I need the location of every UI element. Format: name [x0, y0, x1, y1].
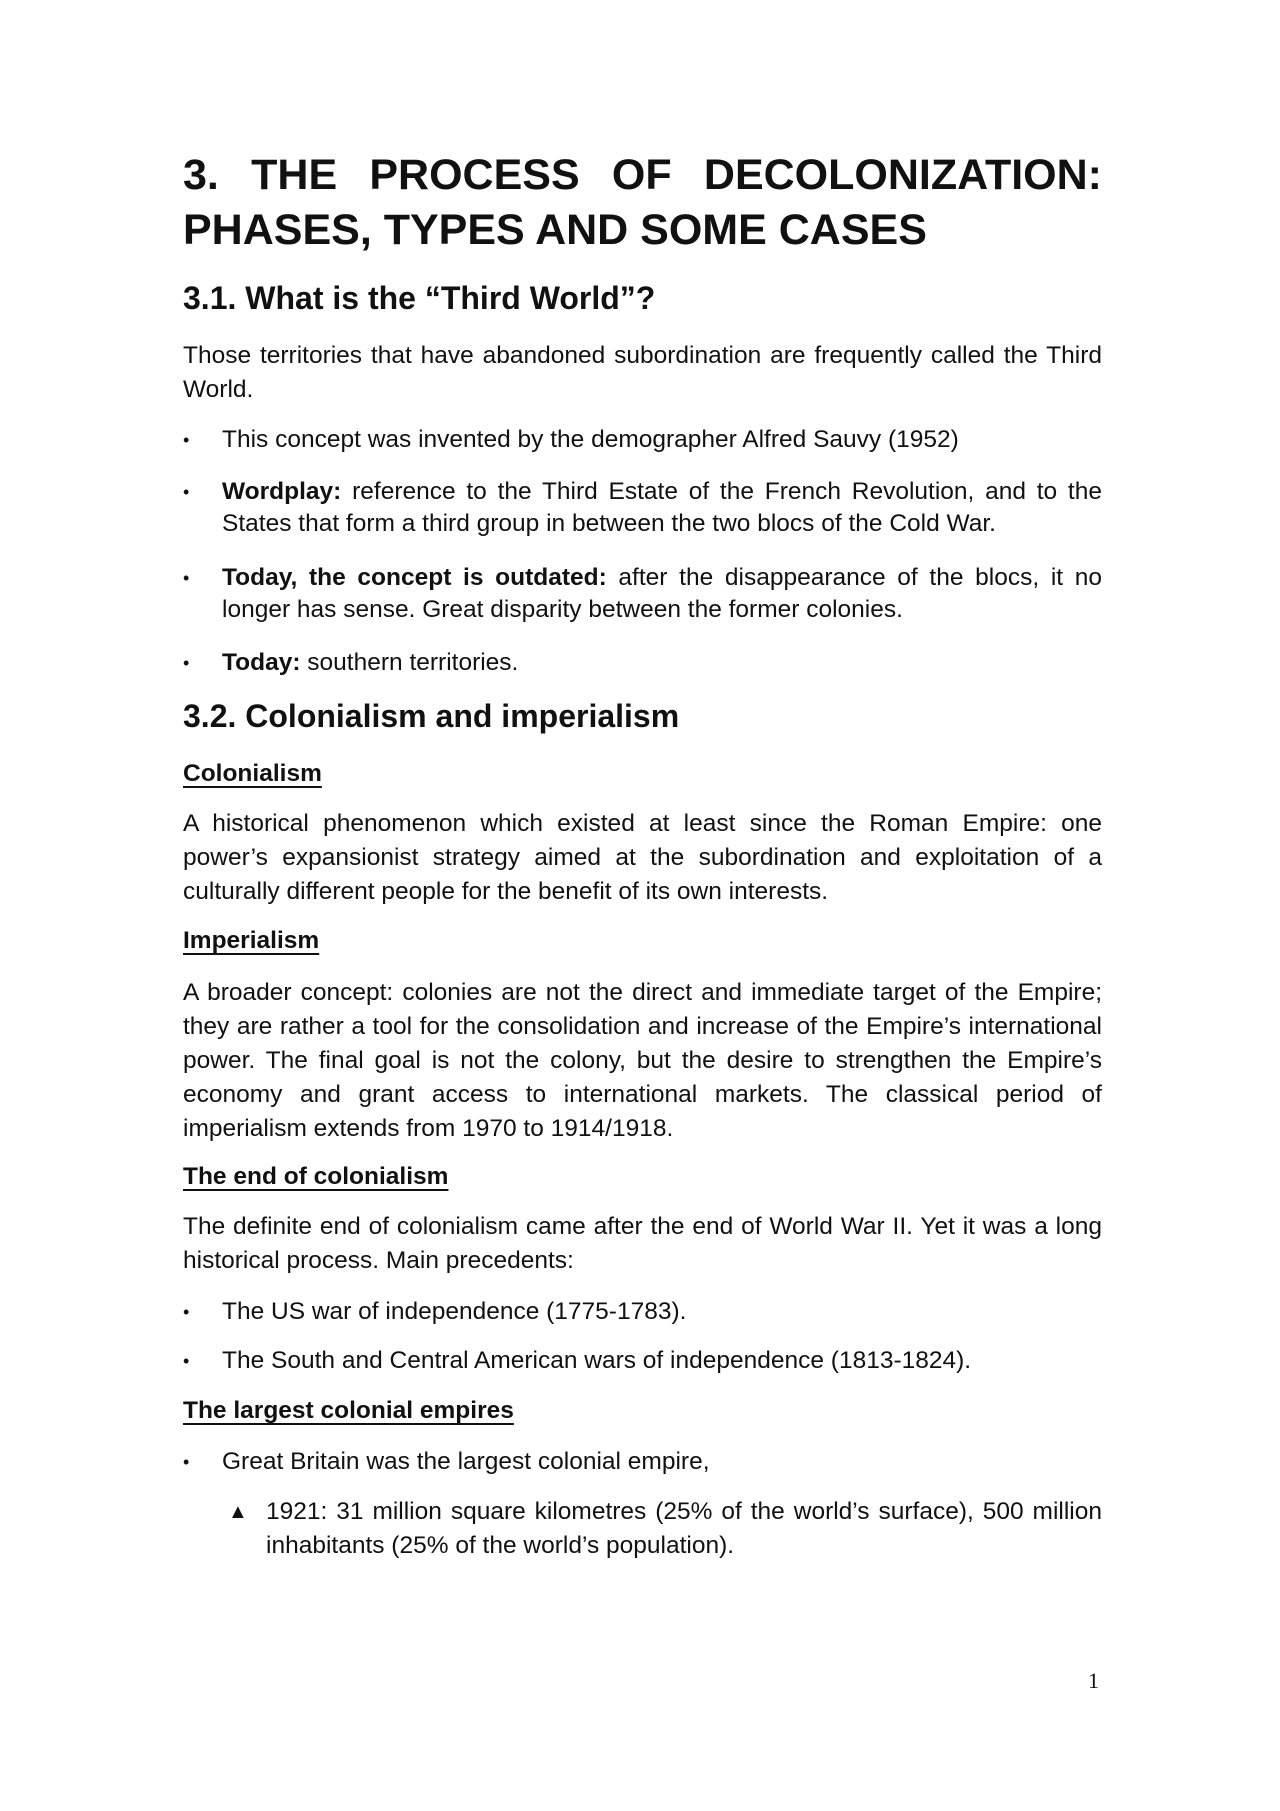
imperialism-heading: Imperialism — [183, 927, 320, 954]
page-number: 1 — [1088, 1668, 1099, 1693]
section-3-2-heading: 3.2. Colonialism and imperialism — [183, 698, 680, 734]
bullet-icon: • — [183, 430, 190, 450]
list-item-text: The US war of independence (1775-1783). — [222, 1298, 687, 1325]
bullet-icon: • — [183, 1452, 190, 1472]
end-of-colonialism-text: The definite end of colonialism came after the end of World War II. Yet it was a long historical process. Main precedents: — [183, 1213, 1102, 1274]
sub-list-item-text: 1921: 31 million square kilometres (25% of the world’s surface), 500 million inhabitants (25% of the world’s population). — [266, 1498, 1102, 1559]
chapter-title-line-2: PHASES, TYPES AND SOME CASES — [183, 206, 927, 254]
list-item-text: The South and Central American wars of independence (1813-1824). — [222, 1347, 972, 1374]
bullet-icon: • — [183, 653, 190, 673]
bullet-icon: • — [183, 482, 190, 502]
chapter-title-line-1: 3. THE PROCESS OF DECOLONIZATION: — [183, 151, 1102, 199]
section-3-1-heading: 3.1. What is the “Third World”? — [183, 280, 656, 316]
colonialism-heading: Colonialism — [183, 760, 322, 787]
chapter-title — [183, 148, 1102, 258]
list-item-text: This concept was invented by the demographer Alfred Sauvy (1952) — [222, 426, 959, 453]
bullet-icon: • — [183, 1351, 190, 1371]
end-of-colonialism-heading: The end of colonialism — [183, 1163, 449, 1190]
section-3-1-intro: Those territories that have abandoned subordination are frequently called the Third World. — [183, 342, 1102, 403]
list-item-text: Great Britain was the largest colonial empire, — [222, 1448, 710, 1475]
list-item-text: Today: southern territories. — [222, 649, 519, 676]
largest-empires-heading: The largest colonial empires — [183, 1397, 514, 1424]
colonialism-text: A historical phenomenon which existed at least since the Roman Empire: one power’s expansionist strategy aimed at the subordination and exploitation of a culturally different people for the benefit of its own interests. — [183, 810, 1102, 905]
bullet-icon: • — [183, 1302, 190, 1322]
triangle-bullet-icon: ▲ — [228, 1501, 248, 1523]
bullet-icon: • — [183, 568, 190, 588]
imperialism-text: A broader concept: colonies are not the direct and immediate target of the Empire; they are rather a tool for the consolidation and increase of the Empire’s international power. The final goal is not the colony, but the desire to strengthen the Empire’s economy and grant access to international markets. The classical period of imperialism extends from 1970 to 1914/1918. — [183, 979, 1102, 1142]
list-item-text: Wordplay: reference to the Third Estate of the French Revolution, and to the States that form a third group in between the two blocs of the Cold War. — [222, 478, 1102, 537]
list-item-text: Today, the concept is outdated: after the disappearance of the blocs, it no longer has sense. Great disparity between the former colonies. — [222, 564, 1102, 623]
